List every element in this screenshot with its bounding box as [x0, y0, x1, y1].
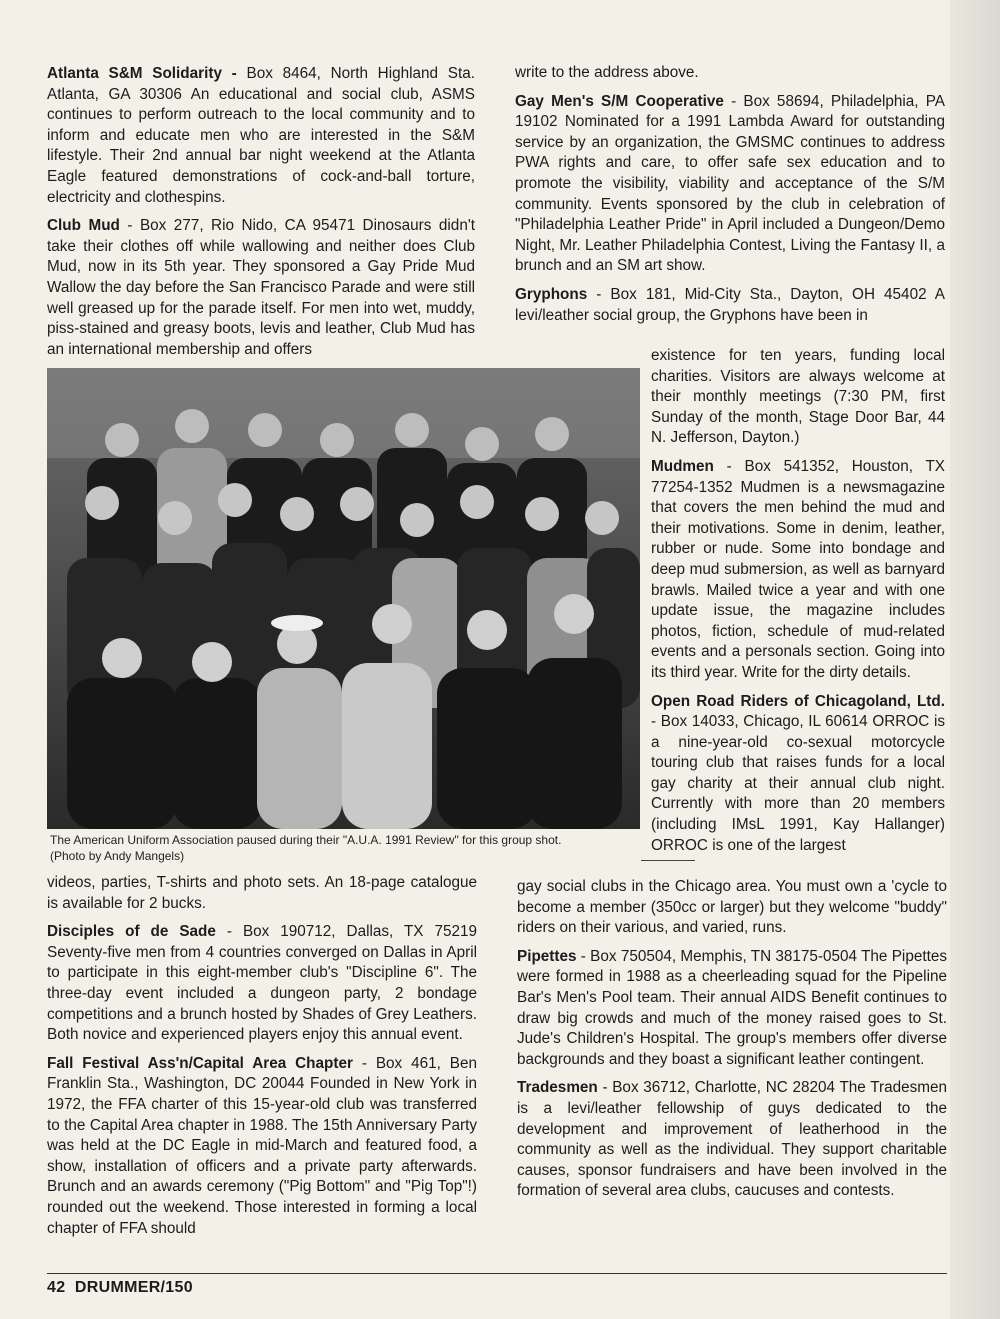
club-description: - Box 14033, Chicago, IL 60614 ORROC is a nine-year-old co-sexual motorcycle touring club that raises funds for a local gay charity at their annual club night. Currently with more than 20 members (including IMsL 1991, Kay Hallanger) ORROC is one of the largest — [651, 713, 945, 854]
page-number: 42 — [47, 1279, 66, 1296]
club-entry — [47, 1054, 477, 1239]
caption-line: The American Uniform Association paused during their "A.U.A. 1991 Review" for this group shot. — [50, 833, 562, 847]
club-name: Pipettes — [517, 947, 577, 965]
club-description: - Box 181, Mid-City Sta., Dayton, OH 45402 A levi/leather social group, the Gryphons have been in — [515, 285, 945, 324]
magazine-issue: DRUMMER/150 — [74, 1279, 193, 1296]
page-footer — [47, 1279, 193, 1297]
club-description: - Box 541352, Houston, TX 77254-1352 Mudmen is a newsmagazine that covers the men behind the mud and their motivations. Some in denim, leather, rubber or nude. Some into bondage and deep mud submersion, as well as barnyard brawls. Mailed twice a year and with one update issue, the magazine includes photos, fiction, schedule of mud-related events and a personals section. Going into its third year. Write for the dirty details. — [651, 457, 945, 681]
club-name: Open Road Riders of Chicagoland, Ltd. — [651, 692, 945, 710]
club-description: - Box 58694, Philadelphia, PA 19102 Nominated for a 1991 Lambda Award for outstanding service by an organization, the GMSMC continues to address PWA rights and care, to offer safe sex education and to promote the visibility, viability and acceptance of the S/M community. Events sponsored by the club in celebration of "Philadelphia Leather Pride" in April included a Dungeon/Demo Night, Mr. Leather Philadelphia Contest, Living the Fantasy II, a brunch and an SM art show. — [515, 92, 945, 275]
left-column-bottom — [47, 873, 477, 1247]
group-photo-illustration — [47, 368, 640, 829]
club-entry — [517, 1078, 947, 1202]
club-description: - Box 277, Rio Nido, CA 95471 Dinosaurs didn't take their clothes off while wallowing and neither does Club Mud, now in its 5th year. They sponsored a Gay Pride Mud Wallow the day before the San Francisco Parade and were still well greased up for the parade itself. For men into wet, muddy, piss-stained and greasy boots, levis and leather, Club Mud has an international membership and offers — [47, 217, 475, 358]
club-name: Fall Festival Ass'n/Capital Area Chapter — [47, 1054, 353, 1072]
continued-text: existence for ten years, funding local charities. Visitors are always welcome at their monthly meetings (7:30 PM, first Sunday of the month, Stage Door Bar, 44 N. Jefferson, Dayton.) — [651, 347, 945, 447]
right-column-narrow — [651, 346, 945, 864]
photo-caption — [50, 832, 650, 864]
facing-page-edge — [950, 0, 1000, 1319]
club-description: - Box 461, Ben Franklin Sta., Washington, DC 20044 Founded in New York in 1972, the FFA charter of this 15-year-old club was transferred to the Capital Area chapter in 1988. The 15th Anniversary Party was held at the DC Eagle in mid-March and featured food, a show, installation of officers and a private party afterwards. Brunch and an awards ceremony ("Pig Bottom" and "Pig Top"!) rounded out the weekend. Those interested in forming a local chapter of FFA should — [47, 1054, 477, 1237]
club-entry — [651, 457, 945, 684]
photo-credit: (Photo by Andy Mangels) — [50, 849, 185, 863]
group-photo — [47, 368, 640, 829]
club-entry — [515, 285, 945, 326]
club-description: Box 8464, North Highland Sta. Atlanta, GA 30306 An educational and social club, ASMS continues to perform outreach to the local community and to inform and educate men who are interested in the S&M lifestyle. Their 2nd annual bar night weekend at the Atlanta Eagle featured demonstrations of cock-and-ball torture, electricity and clothespins. — [47, 65, 475, 206]
continued-text: write to the address above. — [515, 64, 699, 81]
club-name: Atlanta S&M Solidarity - — [47, 65, 237, 82]
club-entry — [47, 922, 477, 1046]
continued-text: videos, parties, T-shirts and photo sets. An 18-page catalogue is available for 2 bucks. — [47, 874, 477, 912]
club-name: Disciples of de Sade — [47, 923, 216, 941]
club-name: Club Mud — [47, 217, 120, 235]
club-name: Gryphons — [515, 285, 588, 303]
club-entry — [651, 692, 945, 857]
club-name: Tradesmen — [517, 1079, 598, 1097]
club-description: - Box 750504, Memphis, TN 38175-0504 The Pipettes were formed in 1988 as a cheerleading squad for the Pipeline Bar's Men's Pool team. Their annual AIDS Benefit continues to draw big crowds and much of the money raised goes to St. Jude's Children's Hospital. The group's members offer diverse backgrounds and they boast a significant leather contingent. — [517, 947, 947, 1068]
club-name: Mudmen — [651, 457, 714, 475]
right-column-bottom — [517, 877, 947, 1210]
right-column-top — [515, 63, 945, 334]
club-description: - Box 36712, Charlotte, NC 28204 The Tradesmen is a levi/leather fellowship of guys dedicated to the development and improvement of leatherhood in the community as well as the individual. They support charitable causes, sponsor fundraisers and have been involved in the formation of several area clubs, caucuses and contests. — [517, 1079, 947, 1200]
club-entry — [515, 92, 945, 277]
club-entry — [47, 64, 475, 208]
club-entry — [517, 947, 947, 1071]
left-column-top — [47, 64, 475, 368]
footer-divider — [47, 1273, 947, 1274]
continued-text: gay social clubs in the Chicago area. You must own a 'cycle to become a member (350cc or larger) but they welcome "buddy" riders on their various, and varied, runs. — [517, 878, 947, 937]
club-name: Gay Men's S/M Cooperative — [515, 92, 724, 110]
club-entry — [47, 216, 475, 360]
club-description: - Box 190712, Dallas, TX 75219 Seventy-five men from 4 countries converged on Dallas in April to participate in this eight-member club's "Discipline 6". The three-day event included a dungeon party, 2 bondage competitions and a brunch hosted by Shades of Grey Leathers. Both novice and experienced players enjoy this annual event. — [47, 923, 478, 1044]
